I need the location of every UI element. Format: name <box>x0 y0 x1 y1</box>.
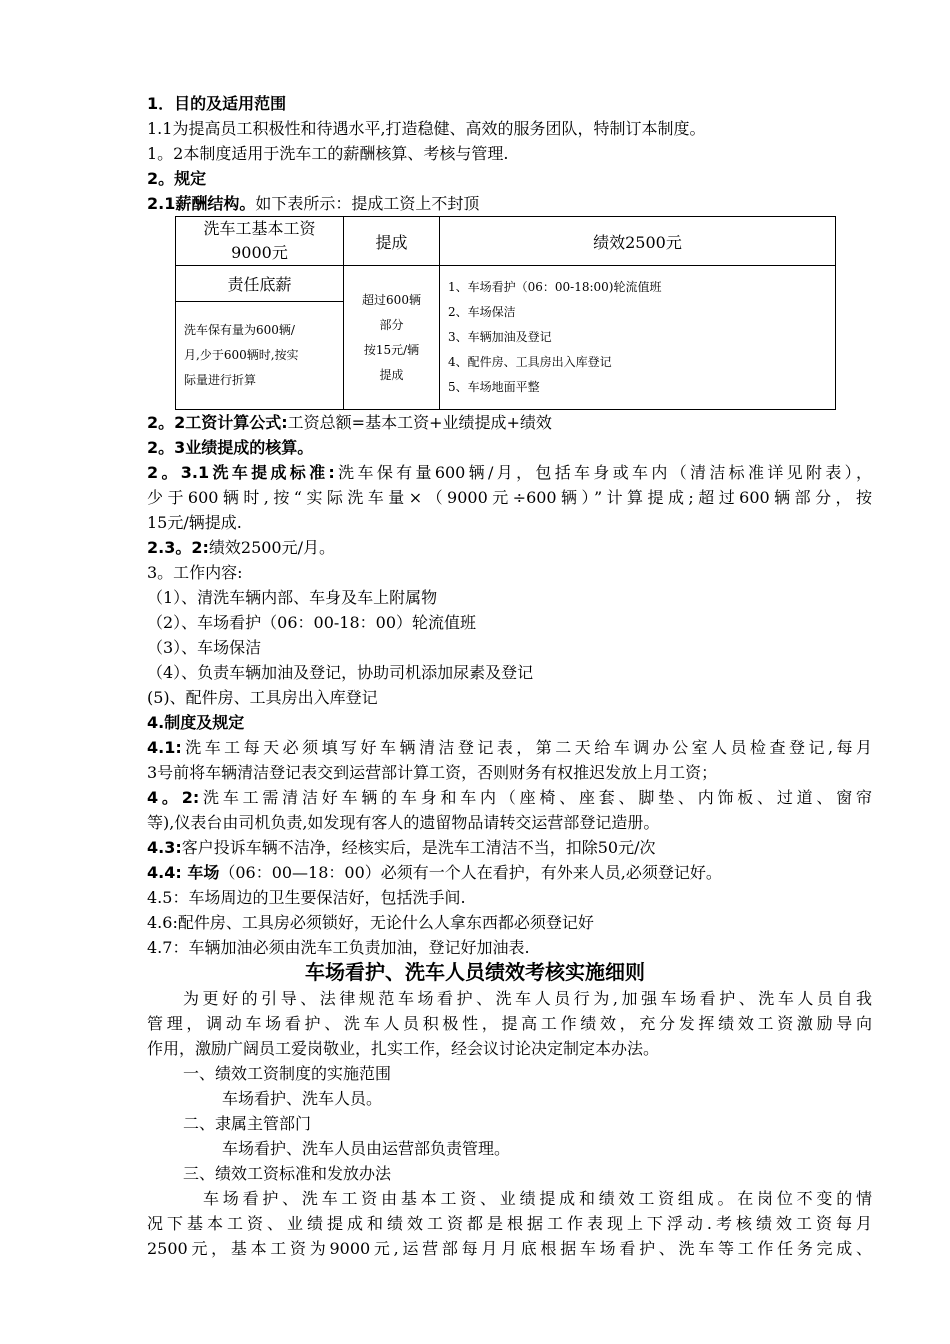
rule-4-2-line1 <box>147 785 872 810</box>
header-basic-salary-line2: 9000元 <box>231 243 288 262</box>
commission-rule-line3: 按15元/辆 <box>363 342 420 357</box>
rule-4-1-text: 洗车工每天必须填写好车辆清洁登记表，第二天给车调办公室人员检查登记,每月 <box>181 738 872 757</box>
clause-1-1: 1.1为提高员工积极性和待遇水平,打造稳健、高效的服务团队，特制订本制度。 <box>147 119 706 138</box>
clause-2-1-label: 2.1薪酬结构。 <box>147 194 256 213</box>
rule-4-6: 4.6:配件房、工具房必须锁好，无论什么人拿东西都必须登记好 <box>147 913 594 932</box>
rule-4-2-label: 4。2: <box>147 788 200 807</box>
clause-2-2-text: 工资总额=基本工资+业绩提成+绩效 <box>287 413 552 432</box>
cell-wash-quota <box>176 302 344 410</box>
rule-4-4-label: 4.4: 车场 <box>147 863 220 882</box>
detail-body-1: 车场看护、洗车人员。 <box>222 1089 383 1108</box>
wash-quota-line2: 月,少于600辆时,按实 <box>184 348 299 362</box>
detail-heading-1: 一、绩效工资制度的实施范围 <box>183 1064 392 1083</box>
clause-2-2-label: 2。2工资计算公式: <box>147 413 288 432</box>
work-item: (5)、配件房、工具房出入库登记 <box>147 688 378 707</box>
performance-item: 2、车场保洁 <box>448 305 516 319</box>
header-basic-salary-line1: 洗车工基本工资 <box>203 219 316 238</box>
detail-intro-line2: 管理，调动车场看护、洗车人员积极性，提高工作绩效，充分发挥绩效工资激励导向 <box>147 1014 872 1033</box>
detail-body-3-line1: 车场看护、洗车工资由基本工资、业绩提成和绩效工资组成。在岗位不变的情 <box>203 1189 872 1208</box>
performance-item: 1、车场看护（06：00-18:00)轮流值班 <box>448 280 662 294</box>
detail-body-2: 车场看护、洗车人员由运营部负责管理。 <box>222 1139 511 1158</box>
commission-rule-line1: 超过600辆 <box>362 292 421 307</box>
clause-2-1-text: 如下表所示：提成工资上不封顶 <box>255 194 480 213</box>
work-item: （2）、车场看护（06：00-18：00）轮流值班 <box>147 613 477 632</box>
section-4-heading: 4.制度及规定 <box>147 713 245 732</box>
detail-heading-2: 二、隶属主管部门 <box>183 1114 312 1133</box>
clause-2-3-2 <box>147 535 335 560</box>
rule-4-3-label: 4.3: <box>147 838 182 857</box>
cell-commission-rule <box>344 266 440 410</box>
clause-2-3: 2。3业绩提成的核算。 <box>147 438 314 457</box>
section-3-heading: 3。工作内容: <box>147 563 243 582</box>
wash-quota-line3: 际量进行折算 <box>184 373 257 387</box>
work-item: （1）、清洗车辆内部、车身及车上附属物 <box>147 588 438 607</box>
detail-body-3-line2: 况下基本工资、业绩提成和绩效工资都是根据工作表现上下浮动.考核绩效工资每月 <box>147 1214 872 1233</box>
clause-2-3-2-label: 2.3。2: <box>147 538 209 557</box>
section-1-heading: 1．目的及适用范围 <box>147 94 287 113</box>
rule-4-1-line1 <box>147 735 872 760</box>
clause-2-3-1-line3: 15元/辆提成. <box>147 513 242 532</box>
detail-heading-3: 三、绩效工资标准和发放办法 <box>183 1164 392 1183</box>
clause-2-3-1-line1 <box>147 460 872 485</box>
clause-2-3-1-text: 洗车保有量600辆/月，包括车身或车内（清洁标准详见附表）， <box>334 463 872 482</box>
performance-item: 5、车场地面平整 <box>448 380 540 394</box>
rule-4-4 <box>147 860 722 885</box>
section-2-heading: 2。规定 <box>147 169 207 188</box>
performance-item: 4、配件房、工具房出入库登记 <box>448 355 612 369</box>
rule-4-4-text: （06：00—18：00）必须有一个人在看护，有外来人员,必须登记好。 <box>219 863 722 882</box>
clause-1-2: 1。2本制度适用于洗车工的薪酬核算、考核与管理. <box>147 144 509 163</box>
rule-4-7: 4.7：车辆加油必须由洗车工负责加油，登记好加油表. <box>147 938 530 957</box>
work-item: （3）、车场保洁 <box>147 638 262 657</box>
salary-structure-table <box>175 216 836 410</box>
header-performance: 绩效2500元 <box>440 217 836 266</box>
commission-rule-line4: 提成 <box>379 367 404 382</box>
detail-intro-line3: 作用，激励广阔员工爱岗敬业，扎实工作，经会议讨论决定制定本办法。 <box>147 1039 660 1058</box>
clause-2-3-1-label: 2。3.1洗车提成标准: <box>147 463 335 482</box>
clause-2-3-1-line2: 少于600辆时,按“实际洗车量×（9000元÷600辆）”计算提成;超过600辆部分，按 <box>147 488 872 507</box>
detail-intro-line1: 为更好的引导、法律规范车场看护、洗车人员行为,加强车场看护、洗车人员自我 <box>183 989 872 1008</box>
clause-2-3-2-text: 绩效2500元/月。 <box>208 538 336 557</box>
rule-4-1-label: 4.1: <box>147 738 182 757</box>
clause-2-1 <box>147 191 479 216</box>
rule-4-2-text: 洗车工需清洁好车辆的车身和车内（座椅、座套、脚垫、内饰板、过道、窗帘 <box>199 788 872 807</box>
rule-4-3-text: 客户投诉车辆不洁净，经核实后，是洗车工清洁不当，扣除50元/次 <box>181 838 656 857</box>
clause-2-2 <box>147 410 552 435</box>
detail-title: 车场看护、洗车人员绩效考核实施细则 <box>305 960 645 984</box>
work-item: （4）、负责车辆加油及登记，协助司机添加尿素及登记 <box>147 663 534 682</box>
cell-responsibility-base: 责任底薪 <box>176 266 344 302</box>
performance-item: 3、车辆加油及登记 <box>448 330 552 344</box>
header-commission: 提成 <box>344 217 440 266</box>
rule-4-1-line2: 3号前将车辆清洁登记表交到运营部计算工资，否则财务有权推迟发放上月工资； <box>147 763 718 782</box>
wash-quota-line1: 洗车保有量为600辆/ <box>184 323 295 337</box>
commission-rule-line2: 部分 <box>379 317 404 332</box>
rule-4-2-line2: 等),仪表台由司机负责,如发现有客人的遗留物品请转交运营部登记造册。 <box>147 813 660 832</box>
cell-performance-items <box>440 266 836 410</box>
rule-4-3 <box>147 835 656 860</box>
detail-body-3-line3: 2500元，基本工资为9000元,运营部每月月底根据车场看护、洗车等工作任务完成、 <box>147 1239 872 1258</box>
header-basic-salary <box>176 217 344 266</box>
rule-4-5: 4.5：车场周边的卫生要保洁好，包括洗手间. <box>147 888 466 907</box>
